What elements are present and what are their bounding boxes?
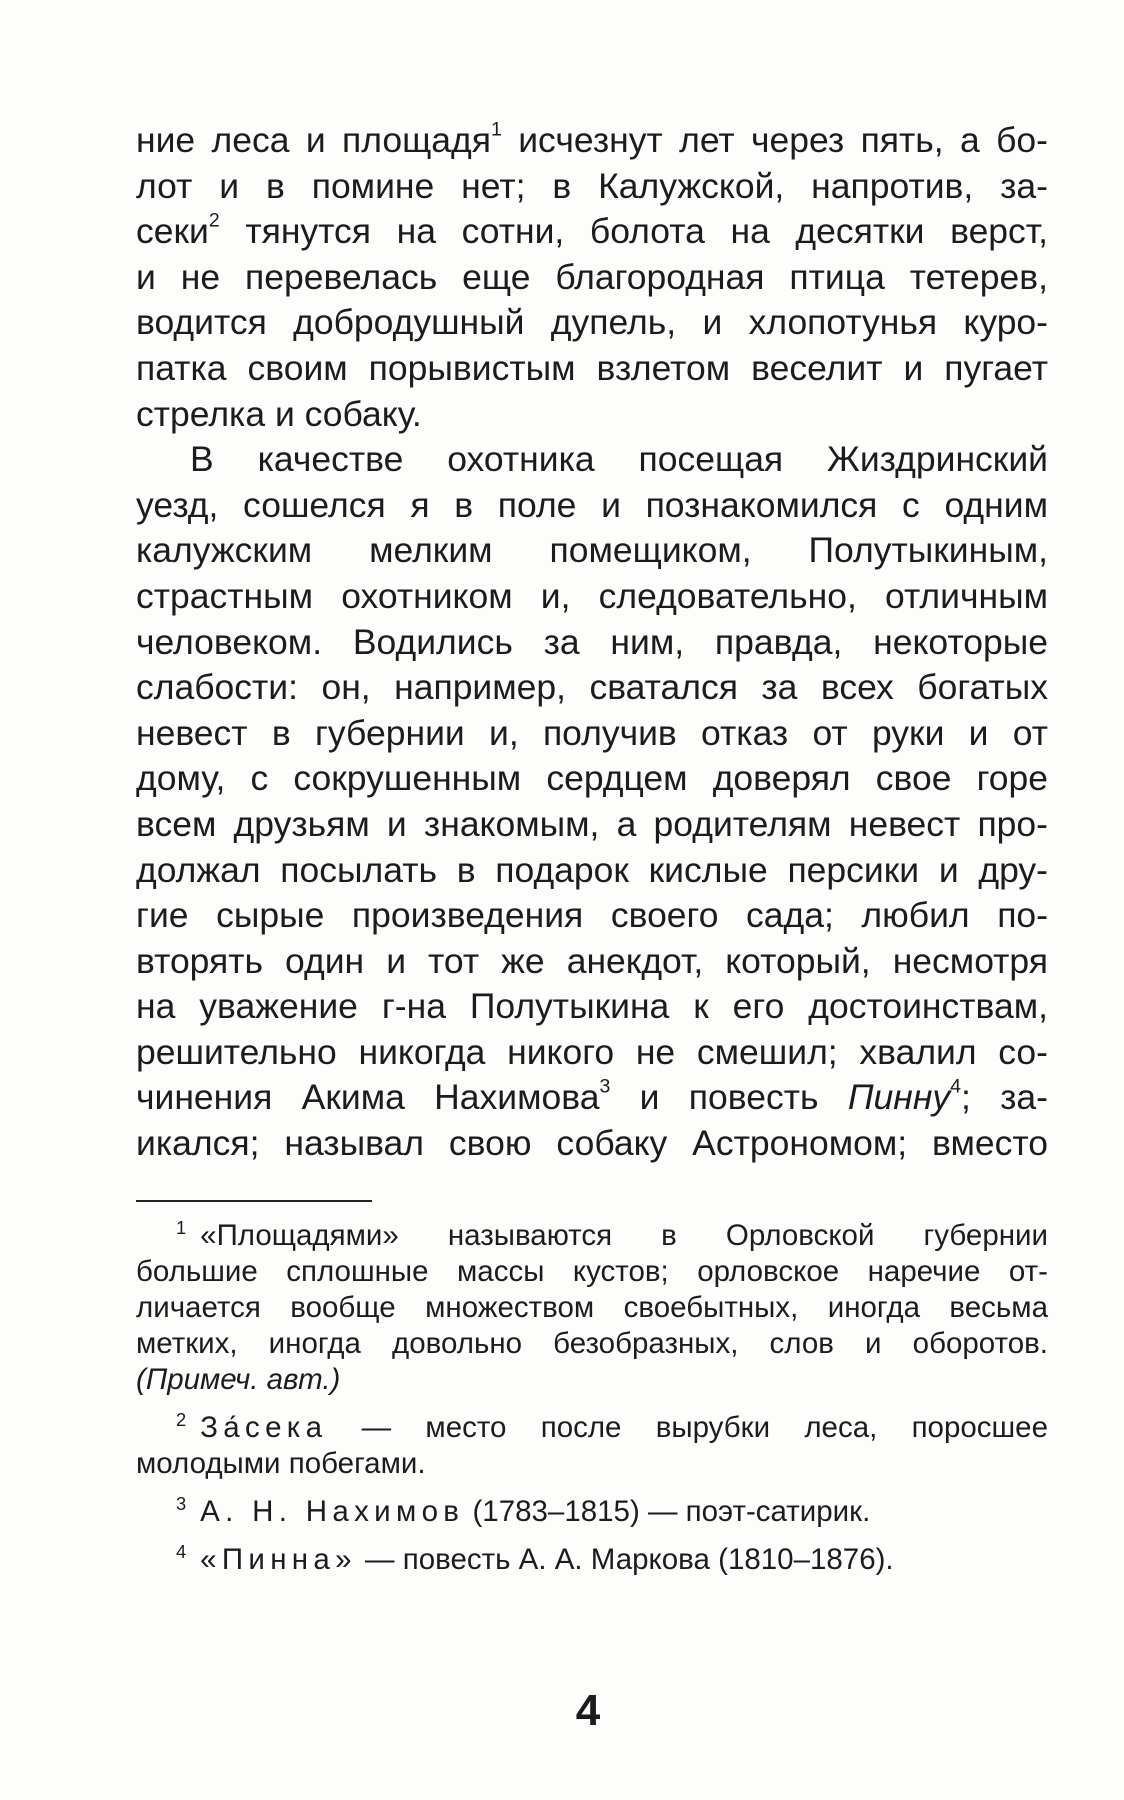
footnote-line: $^3$ А. Н. Нахимов (1783–1815) — поэт-сатирик. [176, 1493, 871, 1528]
footnote-1 [136, 1218, 1048, 1398]
footnote-term: А. Н. Нахимов [200, 1495, 465, 1528]
text-line: всем друзьям и знакомым, а родителям невест про- [136, 803, 1048, 844]
footnote-3 [136, 1494, 1048, 1530]
text-line: икался; называл свою собаку Астрономом; вместо [136, 1123, 1048, 1164]
text-line: гие сырые произведения своего сада; любил по- [136, 895, 1048, 936]
text-line: слабости: он, например, сватался за всех богатых [136, 667, 1048, 708]
footnote-mark: 2 [176, 1409, 187, 1431]
text-line: человеком. Водились за ним, правда, некоторые [136, 621, 1048, 662]
text-line: В качестве охотника посещая Жиздринский [190, 439, 1048, 480]
main-text [136, 118, 1048, 1167]
footnote-ref-1: 1 [491, 118, 502, 141]
text-line: чинения Акима Нахимова$^3$ и повесть Пинну$^4$; за- [136, 1075, 1048, 1118]
text-line: уезд, сошелся я в поле и познакомился с одним [136, 484, 1048, 525]
text-line: и не перевелась еще благородная птица тетерев, [136, 256, 1048, 297]
text-line: водится добродушный дупель, и хлопотунья куро- [136, 302, 1048, 343]
footnote-4 [136, 1542, 1048, 1578]
italic-title: Пинну [847, 1077, 951, 1118]
text-line: калужским мелким помещиком, Полутыкиным, [136, 530, 1048, 571]
footnote-line: личается вообще множеством своебытных, иногда весьма [136, 1291, 1048, 1324]
text-line: на уважение г-на Полутыкина к его достоинствам, [136, 986, 1048, 1027]
footnote-term: За́сека [200, 1411, 328, 1444]
footnote-term: «Пинна» [200, 1543, 357, 1576]
footnote-divider [136, 1200, 372, 1202]
text-line: лот и в помине нет; в Калужской, напротив, за- [136, 165, 1048, 206]
footnote-ref-4: 4 [950, 1075, 961, 1098]
footnote-line: $^2$ За́сека — место после вырубки леса, поросшее [176, 1409, 1048, 1444]
footnote-mark: 3 [176, 1493, 187, 1515]
text-line: невест в губернии и, получив отказ от руки и от [136, 712, 1048, 753]
footnote-line: молодыми побегами. [136, 1447, 426, 1480]
text-line: страстным охотником и, следовательно, отличным [136, 575, 1048, 616]
footnote-line: $^1$ «Площадями» называются в Орловской губернии [176, 1217, 1048, 1252]
text-line: решительно никогда никого не смешил; хвалил со- [136, 1031, 1048, 1072]
footnote-2 [136, 1410, 1048, 1482]
footnote-ref-2: 2 [208, 209, 220, 232]
page-number: 4 [575, 1686, 601, 1735]
footnote-line: большие сплошные массы кустов; орловское наречие от- [136, 1255, 1048, 1288]
footnote-line: (Примеч. авт.) [136, 1363, 341, 1396]
text-line: должал посылать в подарок кислые персики и дру- [136, 849, 1048, 890]
footnote-mark: 1 [176, 1217, 187, 1239]
footnotes [136, 1218, 1048, 1578]
footnote-mark: 4 [176, 1541, 187, 1563]
text-line: дому, с сокрушенным сердцем доверял свое горе [136, 758, 1048, 799]
footnote-line: метких, иногда довольно безобразных, слов и оборотов. [136, 1327, 1048, 1360]
text-line: вторять один и тот же анекдот, который, несмотря [136, 940, 1048, 981]
text-line: патка своим порывистым взлетом веселит и пугает [136, 347, 1048, 388]
text-line: ние леса и площадя$^1$ исчезнут лет через пять, а бо- [136, 118, 1048, 160]
footnote-line: $^4$ «Пинна» — повесть А. А. Маркова (1810–1876). [176, 1541, 894, 1576]
footnote-ref-3: 3 [599, 1075, 611, 1098]
text-line: стрелка и собаку. [136, 393, 422, 434]
text-line: секи$^2$ тянутся на сотни, болота на десятки верст, [136, 209, 1048, 252]
